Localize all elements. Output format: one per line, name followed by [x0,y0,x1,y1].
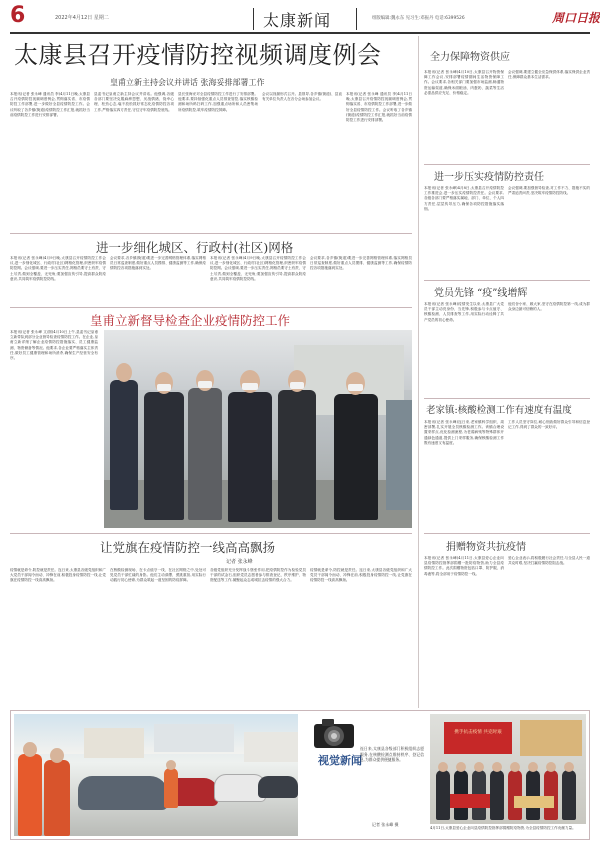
visual-news-caption2: 4月11日,太康县爱心企业向县疫情防控指挥部捐赠防疫物资,为全县疫情防控工作贡献力量。 [430,826,576,830]
right-item2-col2: 会议强调,要加强督导检查,对工作不力、措施不实的严肃追责问责,坚决筑牢疫情防控防线。 [508,186,590,196]
right-item4-col2: 工作人员坚守岗位,耐心细致做好群众引导和信息登记工作,得到了群众的一致好评。 [508,420,590,430]
main-headline: 太康县召开疫情防控视频调度例会 [14,41,382,69]
right-item1-headline: 全力保障物资供应 [430,52,510,63]
editor-info: 组版编辑:魏永东 见习生:邓振丹 电话:6399526 [372,16,465,21]
newspaper-logo: 周口日报 [552,11,600,25]
section-two-col4: 会议要求,各乡镇(街道)要进一步完善网格管理体系,落实网格员日常巡查制度,做好重点人员摸排、健康监测等工作,确保疫情防控各项措施落到实处。 [310,256,412,271]
section-two-col3: 本报讯(记者 张永峰)4月9日晚,太康县召开疫情防控工作会议,进一步细化城区、行政村(社区)网格化管理,织密织牢疫情防控网。会议强调,要进一步压实责任,网格员要守土有责、守土尽责,做到全覆盖、无死角;要加强宣传引导,提高群众防疫意识,共同筑牢疫情防控防线。 [210,256,306,281]
section-name: 太康新闻 [263,11,332,30]
donation-photo [430,714,586,824]
right-item1-col2: 会议强调,要建立健全应急保供体系,落实保供企业责任,保障群众基本生活需求。 [508,70,590,80]
right-item4-col1: 本报讯(记者 张永峰)连日来,老家镇科学组织、周密部署,扎实开展全员核酸检测工作。该镇合理设置采样点,优化检测流程,为老弱病残等特殊群体开通绿色通道,提供上门采样服务,确保核酸检测工作既有速度又有温度。 [424,420,504,445]
main-article-col5: 本报讯(记者 张永峰 通讯员 李)4月11日晚,太康县召开疫情防控视频调度例会,贯彻落实省、市疫情防控工作部署,进一步做好全县疫情防控工作。会议听取了各乡镇(街道)疫情防控工作汇报,就抓好当前疫情防控工作进行安排部署。 [346,92,412,123]
donation-banner: 携手抗击疫情 共克时艰 [444,722,512,754]
visual-news-caption1: 连日来,太康县各级部门积极组织志愿服务,在核酸检测点维持秩序、登记信息,为群众提供便捷服务。 [360,746,424,763]
section-three-col1: 疫情就是命令,防控就是责任。连日来,太康县各级党组织和广大党员干部闻令而动、冲锋在前,积极投身疫情防控一线,让党旗在疫情防控一线高高飘扬。 [10,568,106,583]
right-item1-col1: 本报讯(记者 张永峰)4月10日,太康县召开物资保障工作会议,安排部署疫情期间生活物资保障工作。会议要求,各相关部门要加强市场监测,畅通物资运输渠道,确保米面粮油、肉蛋奶、蔬菜等生活必需品供应充足、价格稳定。 [424,70,504,95]
inspection-photo [104,330,412,528]
right-item4-headline: 老家镇:核酸检测工作有速度有温度 [426,405,572,416]
photo-feature-text: 本报讯(记者 张永峰 文/图)4月10日上午,县委书记皇甫立新带队到部分企业督导检查疫情防控工作。在企业,皇甫立新详细了解企业疫情防控措施落实、员工健康监测、物资储备等情况。他要求,各企业要严格落实主体责任,做好员工健康管理和场所消杀,确保生产经营安全有序。 [10,330,98,361]
main-subheadline: 皇甫立新主持会议并讲话 张海妥排部署工作 [110,78,265,87]
section-two-col1: 本报讯(记者 张永峰)4月9日晚,太康县召开疫情防控工作会议,进一步细化城区、行政村(社区)网格化管理,织密织牢疫情防控网。会议强调,要进一步压实责任,网格员要守土有责、守土尽责,做到全覆盖、无死角;要加强宣传引导,提高群众防疫意识,共同筑牢疫情防控防线。 [10,256,106,281]
photo-feature-headline: 皇甫立新督导检查企业疫情防控工作 [90,313,291,328]
main-article-col3: 县长张海妥对全县疫情防控工作进行了安排部署。他要求,要持续强化重点人员排查管控,落实核酸检测和场所码扫码工作,加强重点场所和人员密集场所疫情防控,筑牢疫情防控屏障。 [178,92,258,112]
right-item2-headline: 进一步压实疫情防控责任 [434,172,544,183]
volunteer-photo [14,714,298,836]
issue-date: 2022年4月12日 星期二 [55,15,109,21]
visual-news-credit1: 记者 张永峰 摄 [372,822,399,827]
right-item5-col2: 爱心企业表示,将积极履行社会责任,与全县人民一道共克时艰,坚决打赢疫情防控阻击战。 [508,556,590,566]
main-article-col4: 会议以视频形式召开。县领导,各乡镇(街道)、县直有关单位负责人在各分会场参加会议。 [262,92,342,102]
camera-icon [312,716,356,750]
section-three-reporter: 记者 张永峰 [226,559,253,565]
section-three-col2: 在核酸检测现场、在卡点值守一线、在社区网格之中,处处可见党员干部忙碌的身影。他们主动请缨、勇挑重担,用实际行动践行初心使命,为群众筑起一道坚固的防疫屏障。 [110,568,206,583]
section-three-col4: 疫情就是命令,防控就是责任。连日来,太康县各级党组织和广大党员干部闻令而动、冲锋在前,积极投身疫情防控一线,让党旗在疫情防控一线高高飘扬。 [310,568,412,583]
right-item3-col1: 本报讯(记者 张永峰)疫情发生以来,太康县广大党员干部主动亮身份、当先锋,积极参与卡点值守、核酸检测、人员排查等工作,用实际行动诠释了共产党员的初心使命。 [424,302,504,322]
section-three-col3: 各级党组织充分发挥战斗堡垒作用,把疫情防控作为检验党员干部的试金石,组织党员志愿者参与排查登记、秩序维护、物资配送等工作,凝聚起众志成城抗击疫情的强大合力。 [210,568,306,583]
page-number: 6 [10,3,26,28]
right-item5-col1: 本报讯(记者 张永峰)4月11日,太康县爱心企业向县疫情防控指挥部捐赠一批防疫物资,助力全县疫情防控工作。此次捐赠物资包括口罩、防护服、消毒液等,将全部用于疫情防控一线。 [424,556,504,576]
right-item2-col1: 本报讯(记者 张永峰)4月8日,太康县召开疫情防控工作推进会,进一步压实疫情防控责任。会议要求,各级各部门要严格落实属地、部门、单位、个人四方责任,层层传导压力,确保各项防控措施落实落细。 [424,186,504,211]
right-item3-headline: 党员先锋 “疫”线增辉 [434,288,528,299]
section-two-col2: 会议要求,各乡镇(街道)要进一步完善网格管理体系,落实网格员日常巡查制度,做好重点人员摸排、健康监测等工作,确保疫情防控各项措施落到实处。 [110,256,206,271]
section-two-headline: 进一步细化城区、行政村(社区)网格 [96,240,294,255]
section-three-headline: 让党旗在疫情防控一线高高飘扬 [100,540,276,555]
right-item3-col2: 他们舍小家、顾大家,坚守在疫情防控第一线,成为群众身边最可信赖的人。 [508,302,590,312]
right-item5-headline: 捐赠物资共抗疫情 [446,542,526,553]
main-article-col2: 县委书记皇甫立新主持会议并讲话。他强调,各级各部门要坚决克服麻痹思想、厌战情绪、侥幸心理、松劲心态,毫不放松抓好常态化疫情防控各项工作,严格落实四方责任,守住守牢疫情防控底线。 [94,92,174,112]
main-article-col1: 本报讯(记者 张永峰 通讯员 李)4月11日晚,太康县召开疫情防控视频调度例会,贯彻落实省、市疫情防控工作部署,进一步做好全县疫情防控工作。会议听取了各乡镇(街道)疫情防控工作汇报,就抓好当前疫情防控工作进行安排部署。 [10,92,90,117]
visual-news-label: 视觉新闻 [318,754,362,767]
